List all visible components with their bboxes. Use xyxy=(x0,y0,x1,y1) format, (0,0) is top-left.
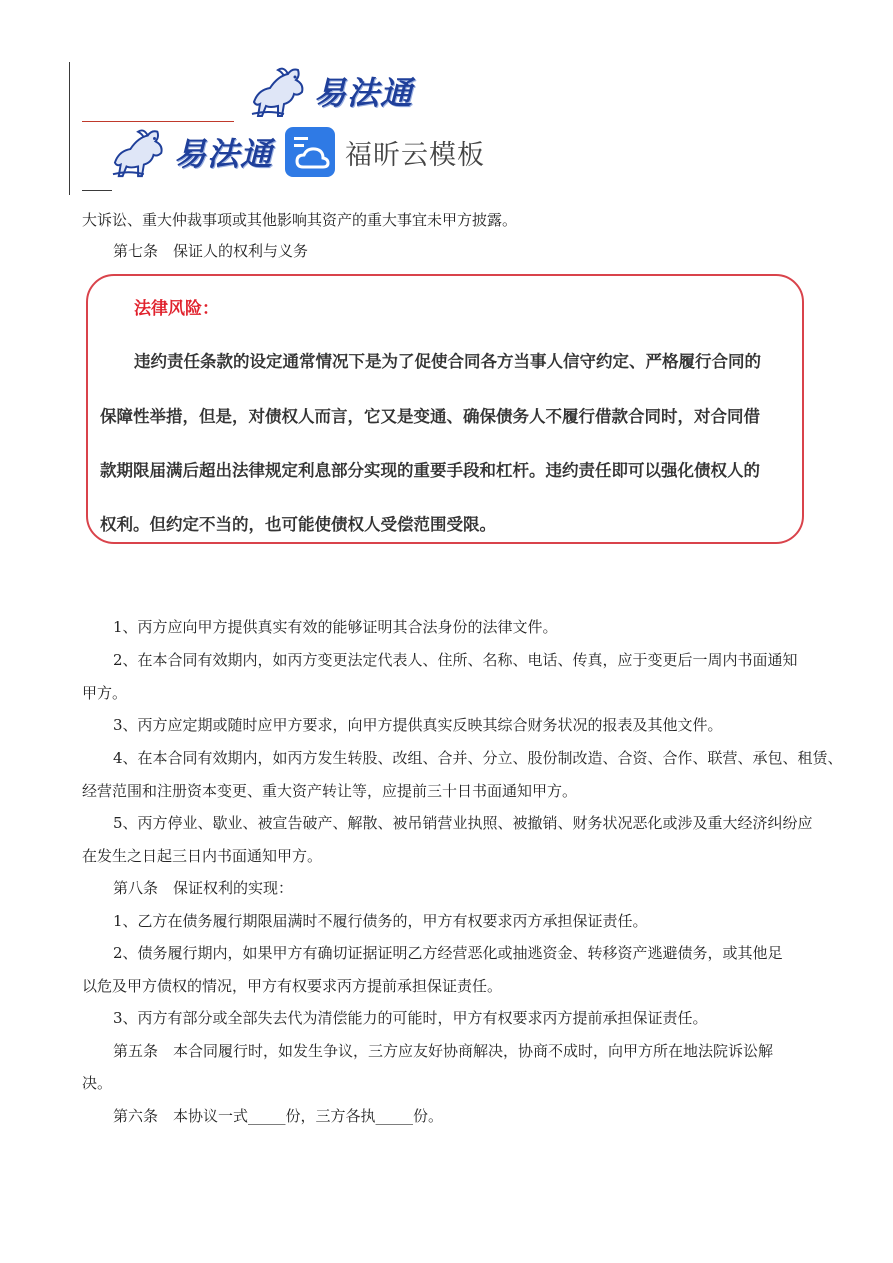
clause-line: 经营范围和注册资本变更、重大资产转让等，应提前三十日书面通知甲方。 xyxy=(82,782,578,800)
header-vertical-rule xyxy=(69,62,70,195)
clause-line: 1、乙方在债务履行期限届满时不履行债务的，甲方有权要求丙方承担保证责任。 xyxy=(113,912,648,930)
clause-line: 3、丙方应定期或随时应甲方要求，向甲方提供真实反映其综合财务状况的报表及其他文件。 xyxy=(113,716,723,734)
yifatong-logo-top xyxy=(248,62,413,120)
legal-risk-line: 权利。但约定不当的，也可能使债权人受偿范围受限。 xyxy=(100,515,496,534)
page-header xyxy=(0,0,893,200)
legal-risk-title: 法律风险： xyxy=(134,299,219,319)
horse-logo-icon xyxy=(248,62,312,120)
article-five-line: 第五条 本合同履行时，如发生争议，三方应友好协商解决，协商不成时，向甲方所在地法院诉讼解 xyxy=(113,1042,774,1060)
legal-risk-line: 保障性举措，但是，对债权人而言，它又是变通、确保债务人不履行借款合同时，对合同借 xyxy=(100,407,760,426)
legal-risk-box xyxy=(86,274,804,544)
legal-risk-line: 违约责任条款的设定通常情况下是为了促使合同各方当事人信守约定、严格履行合同的 xyxy=(134,352,761,371)
clause-line: 决。 xyxy=(82,1074,113,1092)
yifatong-logo-bottom xyxy=(108,124,273,180)
clause-line: 在发生之日起三日内书面通知甲方。 xyxy=(82,847,323,865)
clause-line: 2、在本合同有效期内，如丙方变更法定代表人、住所、名称、电话、传真，应于变更后一周内书面通知 xyxy=(113,651,798,669)
brand-name-bottom: 易法通 xyxy=(174,135,274,173)
clause-line: 1、丙方应向甲方提供真实有效的能够证明其合法身份的法律文件。 xyxy=(113,618,558,636)
article-six-line: 第六条 本协议一式_____份，三方各执_____份。 xyxy=(113,1107,444,1125)
clause-line: 3、丙方有部分或全部失去代为清偿能力的可能时，甲方有权要求丙方提前承担保证责任。 xyxy=(113,1009,708,1027)
article-seven-heading: 第七条 保证人的权利与义务 xyxy=(113,242,309,260)
horse-logo-icon xyxy=(108,124,172,180)
clause-line: 4、在本合同有效期内，如丙方发生转股、改组、合并、分立、股份制改造、合资、合作、联营、承包、租赁、 xyxy=(113,749,843,767)
header-short-rule xyxy=(82,190,112,191)
fuxin-template-logo xyxy=(285,127,485,177)
fuxin-brand-name: 福昕云模板 xyxy=(345,139,485,171)
legal-risk-line: 款期限届满后超出法律规定利息部分实现的重要手段和杠杆。违约责任即可以强化债权人的 xyxy=(100,461,760,480)
paragraph-continuation: 大诉讼、重大仲裁事项或其他影响其资产的重大事宜未甲方披露。 xyxy=(82,211,518,229)
article-eight-heading: 第八条 保证权利的实现： xyxy=(113,879,294,897)
fuxin-cloud-icon xyxy=(285,127,335,177)
header-red-rule xyxy=(82,121,234,122)
clause-line: 5、丙方停业、歇业、被宣告破产、解散、被吊销营业执照、被撤销、财务状况恶化或涉及重大经济纠纷应 xyxy=(113,814,813,832)
clause-line: 2、债务履行期内，如果甲方有确切证据证明乙方经营恶化或抽逃资金、转移资产逃避债务，或其他足 xyxy=(113,944,783,962)
clause-line: 甲方。 xyxy=(82,684,128,702)
brand-name-top: 易法通 xyxy=(314,74,414,112)
clause-line: 以危及甲方债权的情况，甲方有权要求丙方提前承担保证责任。 xyxy=(82,977,503,995)
